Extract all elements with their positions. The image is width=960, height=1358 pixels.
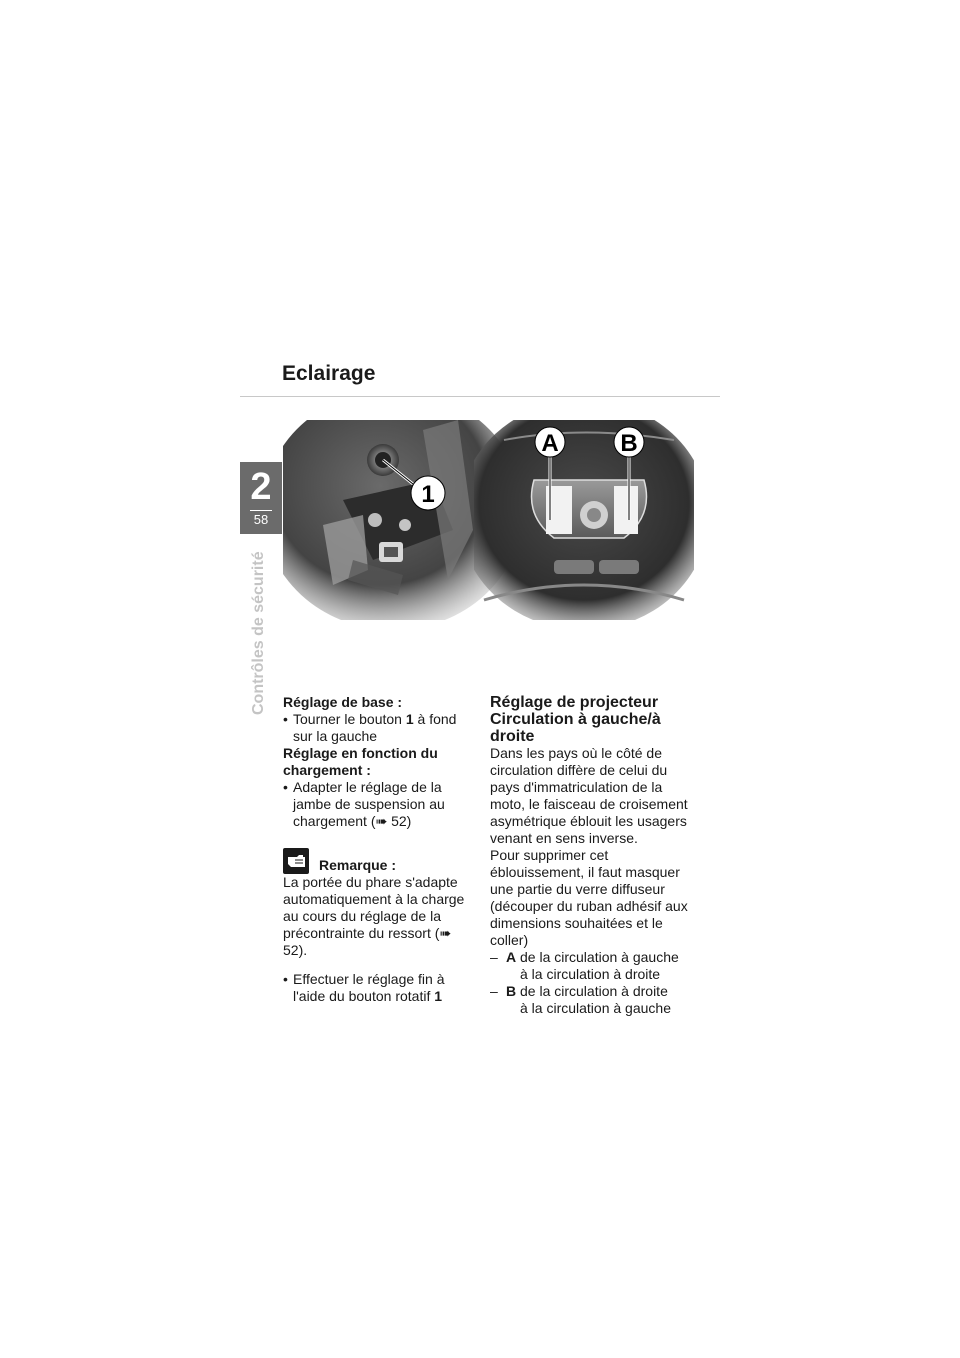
- load-setting-heading: Réglage en fonction du chargement :: [283, 745, 438, 778]
- list-item-continuation: à la circulation à droite: [520, 966, 661, 982]
- bullet-marker: •: [283, 971, 288, 987]
- right-column: [490, 694, 695, 1017]
- list-item: [283, 971, 478, 1005]
- note-label: Remarque :: [319, 857, 397, 873]
- section-heading: Réglage de projecteur Circulation à gauche/à droite: [490, 694, 661, 745]
- list-item-text: Tourner le bouton 1 à fond sur la gauche: [293, 711, 457, 744]
- note-hand-icon: [283, 848, 309, 874]
- bullet-marker: •: [283, 711, 288, 727]
- photo-adjuster-knob: [283, 420, 505, 620]
- chapter-divider: [250, 510, 272, 511]
- list-item: [283, 779, 478, 830]
- list-item: [283, 711, 478, 745]
- list-item: [490, 983, 695, 1000]
- list-item-continuation: à la circulation à gauche: [520, 1000, 671, 1016]
- paragraph: Pour supprimer cet éblouissement, il faut masquer une partie du verre diffuseur (découper du ruban adhésif aux dimensions souhaitées et le coller): [490, 847, 688, 948]
- list-item: [490, 949, 695, 966]
- chapter-tab: [240, 462, 282, 534]
- item-key: B: [506, 983, 517, 999]
- dash-marker: –: [490, 983, 498, 999]
- page-title: Eclairage: [282, 362, 376, 385]
- dash-marker: –: [490, 949, 498, 965]
- list-item-text: de la circulation à droite: [520, 983, 668, 999]
- basic-setting-heading: Réglage de base :: [283, 694, 403, 710]
- note-text: La portée du phare s'adapte automatiquement à la charge au cours du réglage de la précontrainte du ressort (➠ 52).: [283, 874, 465, 958]
- callout-1: 1: [421, 481, 435, 508]
- paragraph: Dans les pays où le côté de circulation diffère de celui du pays d'immatriculation de la moto, le faisceau de croisement asymétrique éblouit les usagers venant en sens inverse.: [490, 745, 688, 846]
- page-number: 58: [253, 512, 269, 527]
- list-item-text: Adapter le réglage de la jambe de suspension au chargement (➠ 52): [293, 779, 445, 829]
- item-key: A: [506, 949, 517, 965]
- callout-a: A: [541, 430, 559, 457]
- photo-headlight-lens: [474, 420, 694, 620]
- list-item-text: de la circulation à gauche: [520, 949, 679, 965]
- title-divider: [240, 396, 720, 397]
- callout-b: B: [620, 430, 638, 457]
- chapter-side-label: Contrôles de sécurité: [250, 551, 267, 715]
- left-column: [283, 694, 478, 1005]
- bullet-marker: •: [283, 779, 288, 795]
- note-header: [283, 848, 478, 874]
- list-item-text: Effectuer le réglage fin à l'aide du bouton rotatif 1: [293, 971, 445, 1004]
- chapter-number: 2: [250, 466, 272, 508]
